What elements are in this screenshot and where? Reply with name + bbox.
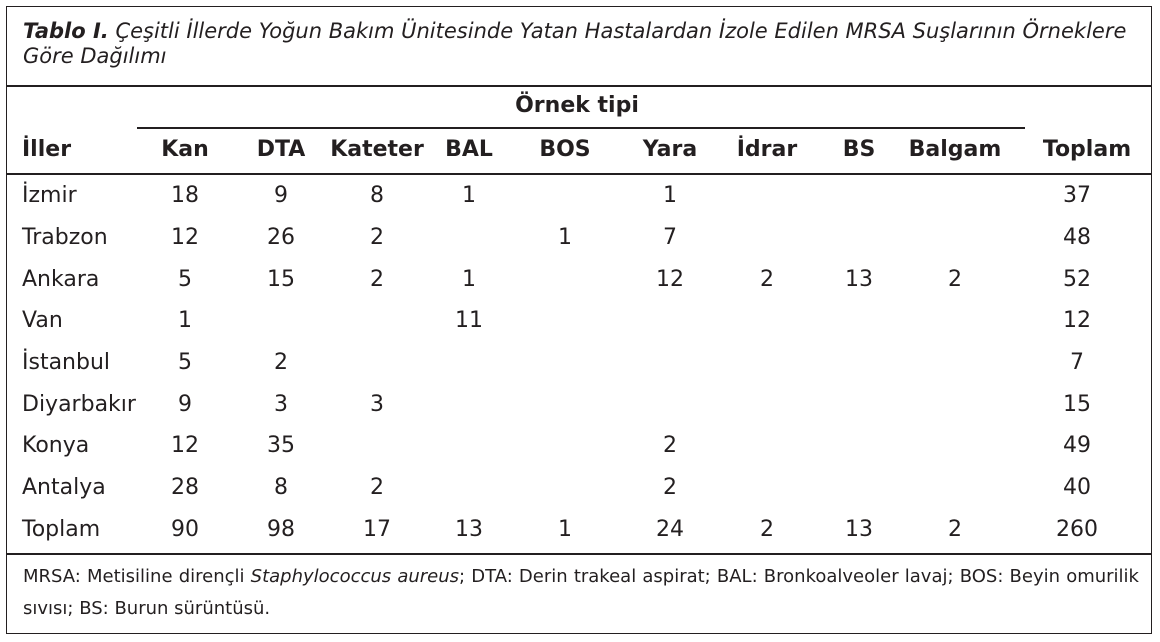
value-cell: 35 [267,433,295,459]
value-cell: 7 [663,225,677,251]
column-header: BS [842,137,876,162]
table-footnote [23,561,1139,625]
value-cell: 9 [274,183,288,209]
column-header: BOS [539,137,591,162]
total-cell: 260 [1056,516,1098,542]
value-cell: 2 [370,475,384,501]
column-header: Balgam [908,137,1002,162]
table-row [7,217,1151,259]
total-cell: 40 [1063,475,1091,501]
value-cell [811,425,907,467]
column-header: Kan [161,137,209,162]
value-cell: 1 [663,183,677,209]
value-cell: 2 [760,516,774,542]
data-table [7,175,1151,550]
table-row [7,300,1151,342]
value-cell [425,425,513,467]
column-header: BAL [445,137,493,162]
value-cell: 1 [558,225,572,251]
value-cell: 13 [845,516,873,542]
value-cell: 28 [171,475,199,501]
province-cell: İstanbul [22,350,111,376]
value-cell [811,383,907,425]
column-header: İdrar [736,137,798,162]
value-cell: 2 [663,475,677,501]
value-cell: 9 [178,391,192,417]
value-cell: 18 [171,183,199,209]
value-cell [723,300,811,342]
caption-label: Tablo I. [23,19,109,43]
value-cell [329,342,425,384]
total-cell: 37 [1063,183,1091,209]
value-cell: 15 [267,266,295,292]
total-cell: 15 [1063,391,1091,417]
value-cell: 98 [267,516,295,542]
table-row [7,467,1151,509]
value-cell [811,175,907,217]
value-cell [617,300,723,342]
value-cell: 12 [171,433,199,459]
value-cell [513,258,617,300]
value-cell: 2 [948,516,962,542]
value-cell [723,383,811,425]
value-cell: 3 [370,391,384,417]
value-cell: 2 [370,225,384,251]
province-cell: İzmir [22,183,77,209]
total-cell: 7 [1070,350,1084,376]
value-cell [907,425,1003,467]
value-cell [425,383,513,425]
province-cell: Toplam [22,516,101,542]
value-cell: 13 [845,266,873,292]
value-cell: 3 [274,391,288,417]
value-cell: 2 [948,266,962,292]
caption-text: Çeşitli İllerde Yoğun Bakım Ünitesinde Yatan Hastalardan İzole Edilen MRSA Suşlarının Örneklere Göre Dağılımı [23,19,1127,68]
table-row [7,175,1151,217]
top-rule [7,85,1151,87]
value-cell [513,300,617,342]
value-cell [907,467,1003,509]
value-cell: 1 [462,183,476,209]
value-cell: 1 [462,266,476,292]
group-header: Örnek tipi [515,93,639,118]
column-header: Yara [642,137,698,162]
value-cell [907,300,1003,342]
province-cell: Van [22,308,63,334]
value-cell [723,467,811,509]
total-cell: 52 [1063,266,1091,292]
table-row [7,383,1151,425]
table-caption [23,19,1143,69]
bottom-rule [7,553,1151,555]
total-row [7,509,1151,551]
province-cell: Diyarbakır [22,391,136,417]
value-cell [513,467,617,509]
column-header: DTA [256,137,306,162]
province-cell: Trabzon [22,225,108,251]
total-header: Toplam [1042,137,1132,162]
value-cell: 1 [558,516,572,542]
value-cell [811,300,907,342]
value-cell [617,342,723,384]
value-cell: 11 [455,308,483,334]
value-cell: 2 [663,433,677,459]
province-cell: Konya [22,433,90,459]
value-cell [329,300,425,342]
province-cell: Ankara [22,266,100,292]
value-cell [329,425,425,467]
value-cell: 12 [656,266,684,292]
value-cell: 12 [171,225,199,251]
value-cell [907,175,1003,217]
value-cell: 5 [178,266,192,292]
total-cell: 48 [1063,225,1091,251]
table-row [7,342,1151,384]
row-header: İller [22,137,72,162]
value-cell: 24 [656,516,684,542]
province-cell: Antalya [22,475,106,501]
value-cell [907,383,1003,425]
total-cell: 12 [1063,308,1091,334]
footnote-species: Staphylococcus aureus [250,566,460,587]
value-cell [425,467,513,509]
value-cell: 8 [370,183,384,209]
table-frame [6,6,1152,634]
value-cell [233,300,329,342]
value-cell: 8 [274,475,288,501]
value-cell [513,425,617,467]
value-cell [425,217,513,259]
value-cell [513,342,617,384]
value-cell: 26 [267,225,295,251]
value-cell [907,217,1003,259]
value-cell [513,175,617,217]
footnote-part2: ; DTA: Derin trakeal aspirat; BAL: Bronkoalveoler lavaj; BOS: Beyin omurilik sıvısı; BS: Burun sürüntüsü. [23,566,1139,619]
value-cell [811,467,907,509]
value-cell: 5 [178,350,192,376]
value-cell [907,342,1003,384]
value-cell: 90 [171,516,199,542]
group-rule [137,127,1025,129]
value-cell [723,425,811,467]
value-cell [617,383,723,425]
value-cell: 2 [274,350,288,376]
value-cell [513,383,617,425]
value-cell: 2 [760,266,774,292]
value-cell [723,217,811,259]
table-row [7,425,1151,467]
table-row [7,258,1151,300]
value-cell [425,342,513,384]
column-header: Kateter [330,137,424,162]
value-cell [723,175,811,217]
value-cell: 13 [455,516,483,542]
value-cell: 1 [178,308,192,334]
value-cell [811,342,907,384]
total-cell: 49 [1063,433,1091,459]
value-cell: 2 [370,266,384,292]
value-cell: 17 [363,516,391,542]
value-cell [811,217,907,259]
value-cell [723,342,811,384]
footnote-part1: MRSA: Metisiline dirençli [23,566,251,587]
